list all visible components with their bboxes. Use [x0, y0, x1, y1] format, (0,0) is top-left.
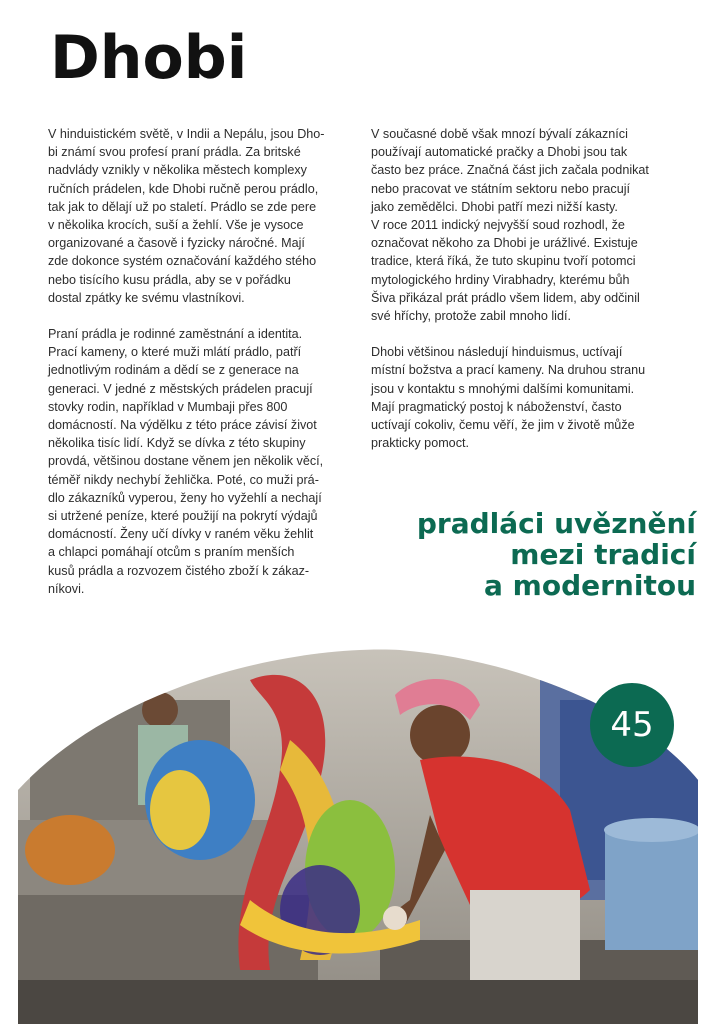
text-column-left: [48, 125, 350, 616]
text-column-right: [371, 125, 673, 470]
paragraph: Praní prádla je rodinné zaměstnání a identita. Prací kameny, o které muži mlátí prádlo, patří jednotlivým rodinám a dědí se z generace na generaci. V jedné z městských prádelen pracují stovky rodin, například v Mumbaji přes 800 domácností. Na výdělku z této práce závisí život několika tisíc lidí. Když se dívka z této skupiny provdá, většinou dostane věnem jen několik věcí, téměř nikdy nechybí žehlička. Poté, co muži prá- dlo zákazníků vyperou, ženy ho vyžehlí a nechají si utržené peníze, které použijí na pokrytí výdajů domácností. Ženy učí dívky v raném věku žehlit a chlapci pomáhají otcům s praním menších kusů prádla a rozvozem čistého zboží k zákaz- níkovi.: [48, 327, 324, 596]
paragraph: V současné době však mnozí bývalí zákazníci používají automatické pračky a Dhobi jsou tak často bez práce. Značná část jich začala podnikat nebo pracovat ve státním sektoru nebo pracují jako zemědělci. Dhobi patří mezi nižší kasty. V roce 2011 indický nejvyšší soud rozhodl, že označovat někoho za Dhobi je urážlivé. Existuje tradice, která říká, že tuto skupinu tvoří potomci mytologického hrdiny Virabhadry, kterému bůh Šiva přikázal prát prádlo všem lidem, aby odčinil své hříchy, protože zabil mnoho lidí.: [371, 127, 649, 324]
paragraph: V hinduistickém světě, v Indii a Nepálu, jsou Dho- bi známí svou profesí praní prádla. Za britské nadvlády vznikly v několika městech komplexy ručních prádelen, kde Dhobi ručně perou prádlo, tak jak to dělají už po staletí. Prádlo se zde pere v několika krocích, suší a žehlí. Vše je vysoce organizované a časově i fyzicky náročné. Mají zde dokonce systém označování každého stého nebo tisícího kusu prádla, aby se v pořádku dostal zpátky ke svému vlastníkovi.: [48, 127, 325, 305]
paragraph: Dhobi většinou následují hinduismus, uctívají místní božstva a prací kameny. Na druhou stranu jsou v kontaktu s mnohými dalšími komunitami. Mají pragmatický postoj k náboženství, často uctívají cokoliv, čemu věří, že jim v životě může prakticky pomoct.: [371, 345, 646, 451]
page-title: Dhobi: [50, 23, 248, 93]
page-number-badge: 45: [590, 683, 674, 767]
subtitle-pullquote: pradláci uvěznění mezi tradicí a modernitou: [416, 507, 696, 602]
